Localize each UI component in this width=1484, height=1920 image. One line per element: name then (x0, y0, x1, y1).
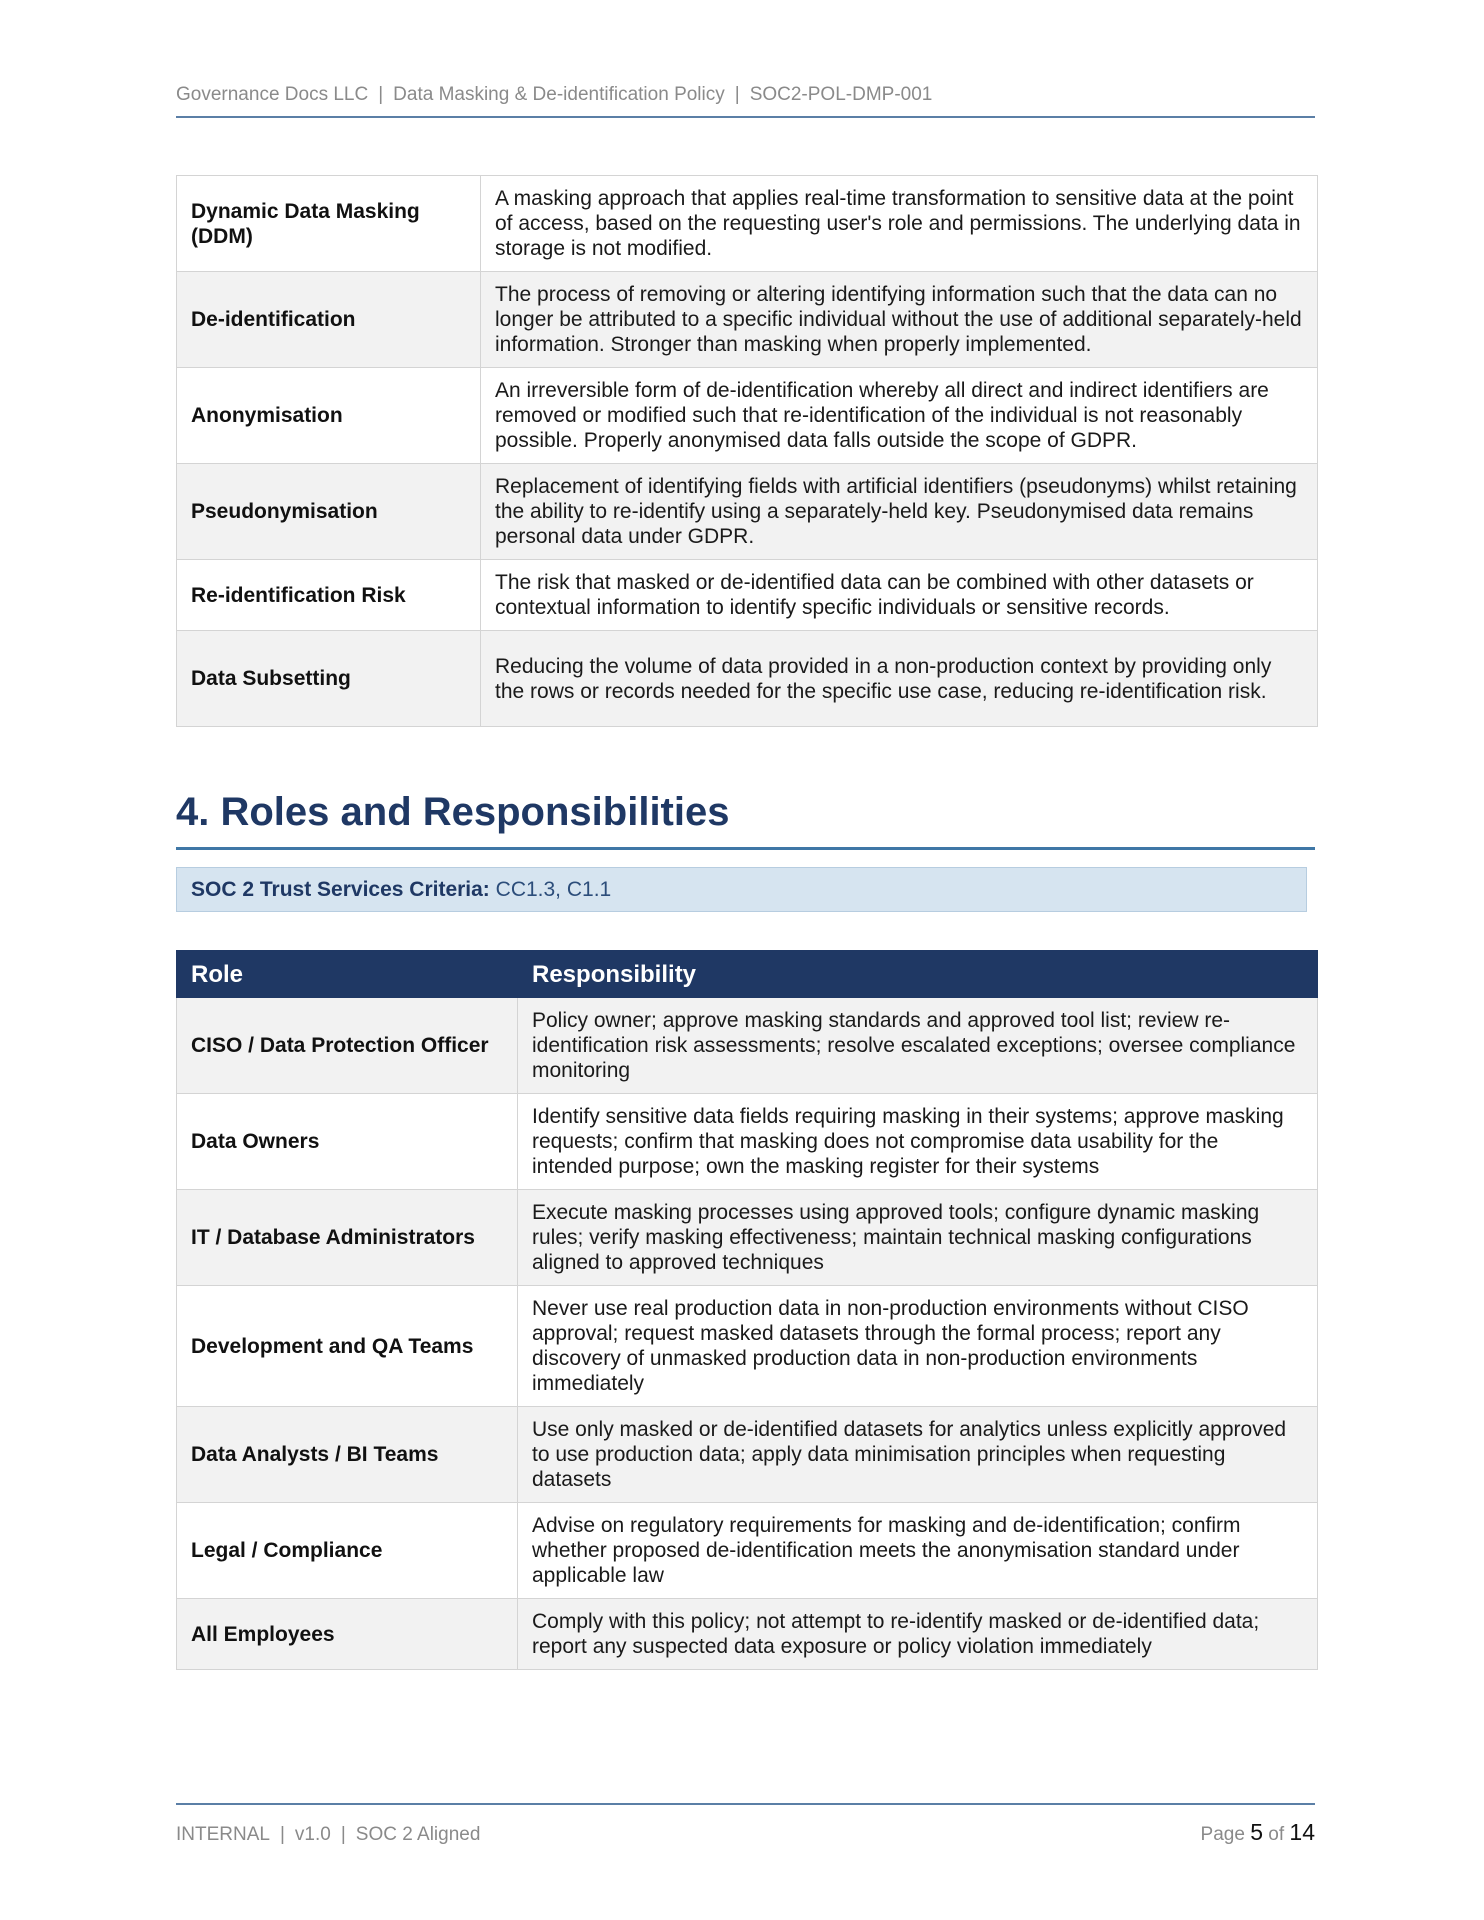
header-policy-name: Data Masking & De-identification Policy (393, 84, 725, 105)
page-counter (1201, 1819, 1315, 1846)
soc2-criteria-callout (176, 867, 1307, 912)
header-separator: | (734, 84, 740, 105)
page-footer (176, 1803, 1315, 1846)
header-company: Governance Docs LLC (176, 84, 369, 105)
footer-classification: INTERNAL (176, 1824, 270, 1845)
definition-text: An irreversible form of de-identification whereby all direct and indirect identifiers are removed or modified such that re-identification of the individual is not reasonably possible. Properly anonymised data falls outside the scope of GDPR. (481, 368, 1318, 464)
page-total: 14 (1289, 1819, 1315, 1845)
role-name: All Employees (177, 1599, 518, 1670)
definition-row (177, 560, 1318, 631)
definition-text: The process of removing or altering identifying information such that the data can no longer be attributed to a specific individual without the use of additional separately-held information. Stronger than masking when properly implemented. (481, 272, 1318, 368)
column-header-responsibility: Responsibility (518, 951, 1318, 998)
role-responsibility: Advise on regulatory requirements for masking and de-identification; confirm whether proposed de-identification meets the anonymisation standard under applicable law (518, 1503, 1318, 1599)
page-word: Page (1200, 1824, 1245, 1845)
definition-text: A masking approach that applies real-time transformation to sensitive data at the point of access, based on the requesting user's role and permissions. The underlying data in storage is not modified. (481, 176, 1318, 272)
definition-row (177, 368, 1318, 464)
definition-row (177, 176, 1318, 272)
column-header-role: Role (177, 951, 518, 998)
role-responsibility: Execute masking processes using approved tools; configure dynamic masking rules; verify masking effectiveness; maintain technical masking configurations aligned to approved techniques (518, 1190, 1318, 1286)
criteria-value: CC1.3, C1.1 (495, 878, 612, 901)
header-separator: | (378, 84, 384, 105)
of-word: of (1268, 1824, 1285, 1845)
definition-text: Reducing the volume of data provided in a non-production context by providing only the rows or records needed for the specific use case, reducing re-identification risk. (481, 631, 1318, 727)
role-row (177, 1503, 1318, 1599)
footer-separator: | (279, 1824, 285, 1845)
role-responsibility: Never use real production data in non-production environments without CISO approval; request masked datasets through the formal process; report any discovery of unmasked production data in non-production environments immediately (518, 1286, 1318, 1407)
footer-alignment: SOC 2 Aligned (355, 1824, 481, 1845)
role-name: Data Owners (177, 1094, 518, 1190)
page-header (176, 84, 1315, 118)
definition-row (177, 272, 1318, 368)
role-responsibility: Comply with this policy; not attempt to re-identify masked or de-identified data; report any suspected data exposure or policy violation immediately (518, 1599, 1318, 1670)
footer-separator: | (340, 1824, 346, 1845)
role-row (177, 1407, 1318, 1503)
definition-text: Replacement of identifying fields with artificial identifiers (pseudonyms) whilst retaining the ability to re-identify using a separately-held key. Pseudonymised data remains personal data under GDPR. (481, 464, 1318, 560)
role-name: Development and QA Teams (177, 1286, 518, 1407)
page-current: 5 (1250, 1819, 1263, 1845)
role-row (177, 1094, 1318, 1190)
role-name: IT / Database Administrators (177, 1190, 518, 1286)
role-responsibility: Use only masked or de-identified datasets for analytics unless explicitly approved to use production data; apply data minimisation principles when requesting datasets (518, 1407, 1318, 1503)
footer-version: v1.0 (294, 1824, 331, 1845)
role-row (177, 1286, 1318, 1407)
roles-table-header-row (177, 951, 1318, 998)
criteria-label: SOC 2 Trust Services Criteria: (191, 878, 490, 901)
role-name: Legal / Compliance (177, 1503, 518, 1599)
definition-term: Anonymisation (177, 368, 481, 464)
role-row (177, 998, 1318, 1094)
definition-term: De-identification (177, 272, 481, 368)
role-responsibility: Policy owner; approve masking standards and approved tool list; review re-identification risk assessments; resolve escalated exceptions; oversee compliance monitoring (518, 998, 1318, 1094)
definitions-table (176, 175, 1318, 727)
definition-term: Re-identification Risk (177, 560, 481, 631)
definition-term: Dynamic Data Masking (DDM) (177, 176, 481, 272)
section-heading: 4. Roles and Responsibilities (176, 790, 1315, 850)
definition-text: The risk that masked or de-identified data can be combined with other datasets or contextual information to identify specific individuals or sensitive records. (481, 560, 1318, 631)
definition-row (177, 464, 1318, 560)
role-row (177, 1190, 1318, 1286)
role-name: CISO / Data Protection Officer (177, 998, 518, 1094)
roles-table (176, 950, 1318, 1670)
definition-term: Pseudonymisation (177, 464, 481, 560)
header-doc-id: SOC2-POL-DMP-001 (749, 84, 933, 105)
definition-row (177, 631, 1318, 727)
footer-left (176, 1824, 480, 1846)
definition-term: Data Subsetting (177, 631, 481, 727)
role-name: Data Analysts / BI Teams (177, 1407, 518, 1503)
role-row (177, 1599, 1318, 1670)
role-responsibility: Identify sensitive data fields requiring masking in their systems; approve masking requests; confirm that masking does not compromise data usability for the intended purpose; own the masking register for their systems (518, 1094, 1318, 1190)
